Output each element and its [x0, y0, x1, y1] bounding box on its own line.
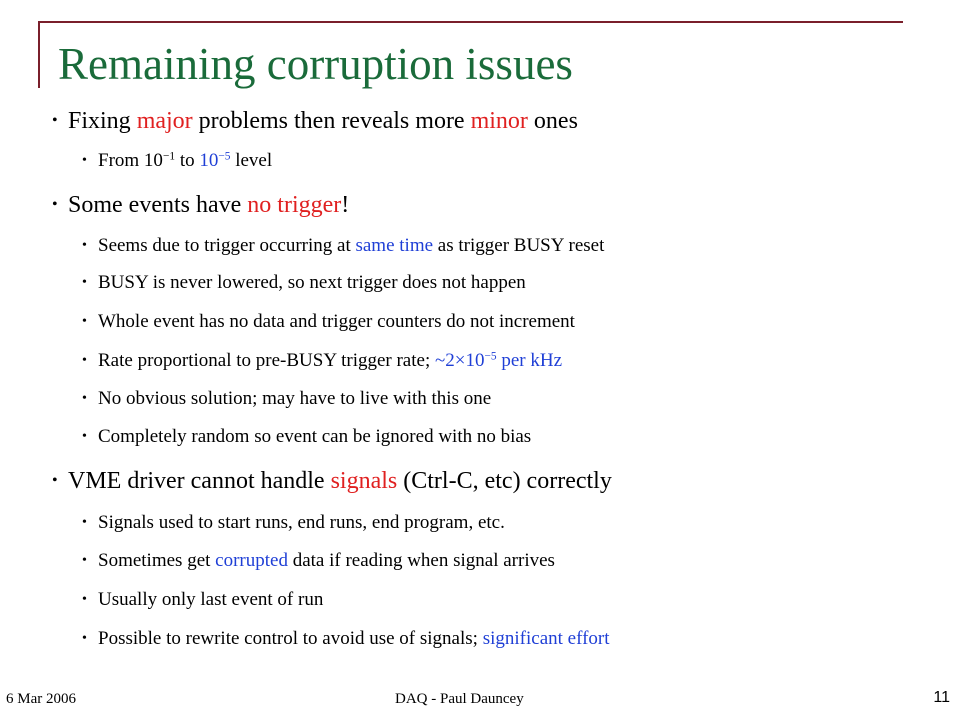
- bullet-fixing-major-problems: • Fixing major problems then reveals more minor ones: [52, 108, 578, 134]
- subbullet-busy-never-lowered: • BUSY is never lowered, so next trigger does not happen: [82, 272, 526, 293]
- subbullet-no-obvious-solution: • No obvious solution; may have to live with this one: [82, 388, 492, 409]
- bullet-dot-icon: •: [82, 515, 87, 530]
- bullet-dot-icon: •: [82, 631, 87, 646]
- bullet-dot-icon: •: [82, 391, 87, 406]
- bullet-dot-icon: •: [52, 196, 58, 213]
- bullet-dot-icon: •: [82, 592, 87, 607]
- bullet-dot-icon: •: [82, 314, 87, 329]
- bullet-vme-driver: • VME driver cannot handle signals (Ctrl-C, etc) correctly: [52, 468, 612, 494]
- bullet-dot-icon: •: [82, 153, 87, 168]
- bullet-dot-icon: •: [82, 553, 87, 568]
- footer-author: DAQ - Paul Dauncey: [395, 691, 524, 707]
- subbullet-rewrite-control: • Possible to rewrite control to avoid use of signals; significant effort: [82, 628, 610, 649]
- subbullet-same-time: • Seems due to trigger occurring at same time as trigger BUSY reset: [82, 235, 605, 256]
- bullet-dot-icon: •: [82, 353, 87, 368]
- subbullet-no-data: • Whole event has no data and trigger counters do not increment: [82, 311, 575, 332]
- bullet-dot-icon: •: [82, 275, 87, 290]
- bullet-dot-icon: •: [82, 429, 87, 444]
- bullet-dot-icon: •: [52, 112, 58, 129]
- subbullet-completely-random: • Completely random so event can be ignored with no bias: [82, 426, 532, 447]
- subbullet-error-level: • From $10^{-1}$ to $10^{-5}$ level: [82, 150, 273, 171]
- page-number: 11: [933, 689, 950, 706]
- bullet-dot-icon: •: [82, 238, 87, 253]
- subbullet-rate-proportional: • Rate proportional to pre-BUSY trigger rate; $\sim 2\times 10^{-5}$ per kHz: [82, 350, 563, 371]
- bullet-dot-icon: •: [52, 472, 58, 489]
- bullet-no-trigger: • Some events have no trigger!: [52, 192, 350, 218]
- subbullet-corrupted-data: • Sometimes get corrupted data if reading when signal arrives: [82, 550, 555, 571]
- subbullet-signals-used: • Signals used to start runs, end runs, end program, etc.: [82, 512, 505, 533]
- subbullet-last-event: • Usually only last event of run: [82, 589, 324, 610]
- slide-title: Remaining corruption issues: [58, 39, 573, 89]
- footer-date: 6 Mar 2006: [6, 691, 76, 707]
